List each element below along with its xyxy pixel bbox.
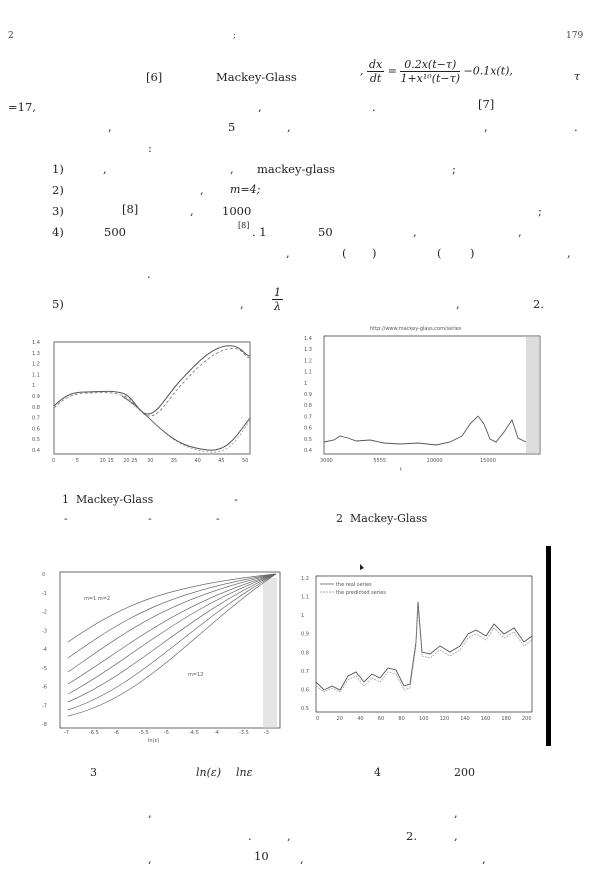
dx: dx <box>369 58 383 71</box>
fig4-y-tick: 1 <box>301 613 305 620</box>
figure-1 <box>30 326 260 466</box>
fig1-x-tick: 30 <box>147 458 154 464</box>
fig3-label-m: m=1 m=2 <box>84 596 111 602</box>
fig1-error-predicted <box>124 398 250 452</box>
punct: , <box>454 829 458 843</box>
fig2-y-tick: 0.7 <box>304 414 312 421</box>
fig1-plot-frame <box>54 342 250 454</box>
citation-8: [8] <box>122 202 139 216</box>
fig3-label-m12: m=12 <box>188 672 204 678</box>
inverse-lambda <box>272 286 283 313</box>
punct: , <box>287 120 291 134</box>
fig1-y-tick: 1.1 <box>32 372 40 379</box>
fig1-x-tick: 50 <box>242 458 249 464</box>
fig1-x-tick: 5 <box>75 458 79 464</box>
fig2-caption-number: 2 <box>336 512 343 525</box>
fig3-x-tick: -7 <box>64 730 69 736</box>
fig1-y-tick: 0.5 <box>32 437 40 444</box>
fig4-x-tick: 200 <box>522 716 532 722</box>
figure-3 <box>38 568 288 748</box>
punct: , <box>287 829 291 843</box>
page-number-right: 179 <box>566 31 584 41</box>
step-1-number: 1) <box>52 162 64 176</box>
fig4-legend-real: the real series <box>336 582 372 588</box>
sample-count: 1000 <box>222 204 252 218</box>
fig2-y-tick: 0.4 <box>304 448 312 454</box>
fig4-y-tick: 0.7 <box>301 668 309 675</box>
header-mark: ; <box>233 31 237 41</box>
step-value: 50 <box>318 225 333 239</box>
fig2-x-tick: 3000 <box>320 458 333 464</box>
fig3-caption-lneps: lnε <box>236 766 253 779</box>
fig3-y-tick: -8 <box>42 722 47 728</box>
punct: , <box>148 852 152 866</box>
fig3-y-tick: -4 <box>42 647 47 653</box>
one: 1 <box>274 286 281 299</box>
fig4-y-tick: 0.6 <box>301 687 309 694</box>
fig4-legend-predicted: the predicted series <box>336 590 386 596</box>
fig3-x-tick: -4 <box>214 730 219 736</box>
punct: , <box>413 225 417 239</box>
fig3-y-tick: -2 <box>42 609 47 616</box>
eq-comma: , <box>360 64 364 78</box>
count-ten: 10 <box>254 849 269 863</box>
paren-close: ) <box>372 246 377 260</box>
fig2-right-band <box>526 336 540 454</box>
fig4-caption-value: 200 <box>454 766 475 779</box>
punct: ; <box>452 162 456 176</box>
punct: , <box>286 246 290 260</box>
paren-open: ( <box>437 246 442 260</box>
punct: , <box>230 162 234 176</box>
fig1-y-tick: 1.4 <box>32 340 40 346</box>
eq-tail: −0.1x(t), <box>463 64 513 78</box>
fig3-caption-number: 3 <box>90 766 97 779</box>
fig3-xlabel: ln(ε) <box>148 738 160 744</box>
embedding-dimension: m=4; <box>230 183 261 196</box>
fig1-x-tick: 10 15 <box>99 458 114 464</box>
fig3-x-tick: -3 <box>264 730 269 736</box>
citation-8-sup: [8] <box>238 221 250 230</box>
count-value: 5 <box>228 120 236 134</box>
fig4-x-tick: 120 <box>439 716 450 722</box>
step-4-number: 4) <box>52 225 64 239</box>
fig1-y-tick: 0.4 <box>32 448 40 454</box>
lambda: λ <box>274 300 281 313</box>
step-2-number: 2) <box>52 183 64 197</box>
fig2-y-tick: 1.1 <box>304 369 312 376</box>
fig1-y-tick: 1.2 <box>32 361 40 368</box>
fig2-y-tick: 1.4 <box>304 336 312 342</box>
punct: ; <box>538 204 542 218</box>
fig4-y-tick: 1.1 <box>301 594 309 601</box>
fig2-title: http://www.mackey-glass.com/series <box>370 326 462 332</box>
fig3-y-tick: -3 <box>42 628 47 635</box>
fig3-y-tick: -5 <box>42 665 47 672</box>
mackey-glass-label: Mackey-Glass <box>216 70 297 84</box>
fig-ref-2: 2. <box>406 829 417 843</box>
fig4-x-tick: 40 <box>357 716 364 722</box>
step-text: . 1 <box>252 225 267 239</box>
fig4-y-tick: 0.9 <box>301 631 309 638</box>
figure-ref: 2. <box>533 297 544 311</box>
fig2-y-tick: 0.5 <box>304 436 312 443</box>
fig1-x-tick: 0 <box>52 458 56 464</box>
fig1-caption-dash: - <box>216 512 220 525</box>
fig1-x-tick: 45 <box>218 458 225 464</box>
fig2-y-tick: 0.6 <box>304 425 312 432</box>
fig3-y-tick: 0 <box>42 572 46 578</box>
punct: , <box>567 246 571 260</box>
fig1-y-tick: 0.8 <box>32 404 40 411</box>
figure-2 <box>300 324 560 474</box>
punct: , <box>484 120 488 134</box>
delay-fraction <box>400 58 460 85</box>
punct: . <box>372 100 376 114</box>
punct: , <box>200 183 204 197</box>
derivative <box>367 58 384 85</box>
fig1-y-tick: 0.9 <box>32 394 40 400</box>
fig1-caption-title: Mackey-Glass <box>76 493 154 506</box>
fig2-y-tick: 0.9 <box>304 392 312 398</box>
fig2-y-tick: 0.8 <box>304 403 312 410</box>
fig4-x-tick: 0 <box>316 716 320 722</box>
citation-7: [7] <box>478 97 495 111</box>
fig4-x-tick: 180 <box>501 716 511 722</box>
step-5-number: 5) <box>52 297 64 311</box>
eq-numerator: 0.2x(t−τ) <box>400 58 460 72</box>
fig1-y-tick: 1 <box>32 383 36 390</box>
fig1-predicted-series <box>54 349 250 416</box>
punct: . <box>147 267 151 281</box>
fig4-x-tick: 20 <box>336 716 343 722</box>
fig4-y-tick: 1.2 <box>301 576 309 582</box>
paren-open: ( <box>342 246 347 260</box>
fig1-error-series <box>122 396 250 450</box>
fig3-caption-ln-eps: ln(ε) <box>196 766 222 779</box>
tau-symbol: τ <box>574 70 581 83</box>
fig1-x-tick: 35 <box>170 458 178 464</box>
punct: , <box>190 204 194 218</box>
fig4-x-tick: 140 <box>460 716 470 722</box>
fig1-x-tick: 40 <box>194 458 201 464</box>
tau-value: =17, <box>8 100 36 114</box>
fig2-plot-frame <box>324 336 540 454</box>
fig4-x-tick: 160 <box>480 716 491 722</box>
fig1-y-tick: 0.6 <box>32 426 40 433</box>
fig4-x-tick: 60 <box>377 716 385 722</box>
punct: , <box>518 225 522 239</box>
punct: , <box>258 100 262 114</box>
fig1-caption-dash: - <box>64 512 68 525</box>
fig1-y-tick: 0.7 <box>32 415 40 422</box>
training-count: 500 <box>104 225 126 239</box>
punct: , <box>108 120 112 134</box>
fig4-predicted-series <box>316 608 532 692</box>
punct: , <box>300 852 304 866</box>
fig1-caption-number: 1 <box>62 493 69 506</box>
fig3-y-tick: -7 <box>42 703 47 710</box>
mackey-glass-text: mackey-glass <box>257 162 336 176</box>
punct: , <box>456 297 460 311</box>
paren-close: ) <box>470 246 475 260</box>
eq-denominator: 1+x¹⁰(t−τ) <box>400 72 461 85</box>
punct: , <box>454 806 458 820</box>
fig4-x-tick: 80 <box>398 716 405 722</box>
fig2-series <box>324 416 526 445</box>
step-3-number: 3) <box>52 204 64 218</box>
dt: dt <box>369 72 382 85</box>
punct: : <box>148 141 152 155</box>
fig1-y-tick: 1.3 <box>32 350 40 357</box>
fig3-x-tick: -5 <box>164 730 169 736</box>
fig3-x-tick: -3.5 <box>239 730 249 736</box>
fig4-x-tick: 100 <box>419 716 429 722</box>
punct: , <box>240 297 244 311</box>
scan-edge-bar <box>546 546 551 746</box>
punct: , <box>482 852 486 866</box>
fig4-caption-number: 4 <box>374 766 381 779</box>
fig3-x-tick: -4.5 <box>189 730 199 736</box>
fig1-real-series <box>54 346 250 414</box>
fig2-y-tick: 1 <box>304 380 308 387</box>
punct: . <box>248 829 252 843</box>
fig2-caption-title: Mackey-Glass <box>350 512 428 525</box>
fig4-y-tick: 0.5 <box>301 706 309 712</box>
fig1-caption-dash: - <box>148 512 152 525</box>
figure-4 <box>300 562 540 722</box>
mackey-glass-equation: , $\frac{dx}{dt}$ = $\frac{0.2x(t-\tau)}{\text{1+x¹⁰(t−τ)}}$ −0.1x(t), <box>360 58 513 85</box>
fig3-y-tick: -1 <box>42 590 47 597</box>
fig4-plot-frame <box>316 576 532 712</box>
fig2-y-tick: 1.2 <box>304 358 312 365</box>
fig3-right-band <box>263 578 277 728</box>
fig2-xlabel: t <box>400 467 402 473</box>
fig4-real-series <box>316 602 532 690</box>
fig4-marker <box>360 564 364 570</box>
fig1-caption-dash: - <box>234 493 238 506</box>
fig3-x-tick: -6 <box>114 730 119 736</box>
punct: , <box>148 806 152 820</box>
citation-6: [6] <box>146 70 163 84</box>
page-number-left: 2 <box>8 31 14 41</box>
fig3-y-tick: -6 <box>42 684 47 691</box>
fig2-x-tick: 5555 <box>373 458 387 464</box>
fig2-y-tick: 1.3 <box>304 347 312 354</box>
fig2-x-tick: 10000 <box>426 458 443 464</box>
fig3-x-tick: -6.5 <box>89 730 99 736</box>
fig4-y-tick: 0.8 <box>301 650 309 657</box>
fig3-x-tick: -5.5 <box>139 730 149 736</box>
fig2-x-tick: 15000 <box>480 458 496 464</box>
fig1-x-tick: 20 25 <box>123 458 138 464</box>
punct: . <box>574 120 578 134</box>
punct: , <box>103 162 107 176</box>
